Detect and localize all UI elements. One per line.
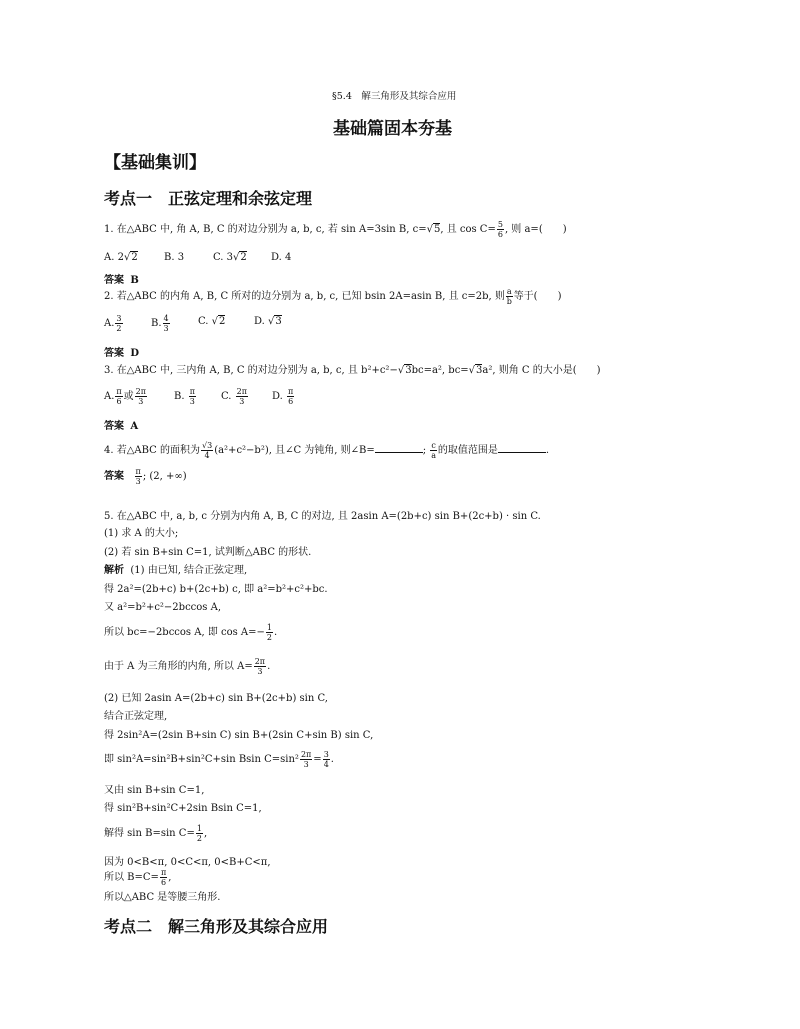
fill-blank-1 <box>375 452 423 453</box>
question-3-option-a: A. $\frac{\pi}{6}$ 或 $\frac{2\pi}{3}$ <box>104 387 147 406</box>
question-2-option-d: D. √3 <box>254 316 282 327</box>
question-3-answer: 答案 A <box>104 421 139 432</box>
question-1-option-d: D. 4 <box>271 252 292 263</box>
question-1-stem: 1. 在△ABC 中, 角 A, B, C 的对边分别为 a, b, c, 若 sin A=3sin B, c=√5, 且 cos C= $\frac{5}{6}$ , 则 a=( ) <box>104 220 567 239</box>
solution-line: 得 sin²B+sin²C+2sin Bsin C=1, <box>104 803 262 814</box>
question-3-option-c: C. $\frac{2\pi}{3}$ <box>221 387 248 406</box>
fraction: $\frac{a}{b}$ <box>506 287 512 306</box>
solution-line: 又 a²=b²+c²−2bccos A, <box>104 602 222 613</box>
question-3-stem: 3. 在△ABC 中, 三内角 A, B, C 的对边分别为 a, b, c, 且 b²+c²−√3bc=a², bc=√3a², 则角 C 的大小是( ) <box>104 365 601 376</box>
question-3-option-d: D. $\frac{\pi}{6}$ <box>272 387 294 406</box>
main-title: 基础篇固本夯基 <box>333 119 452 139</box>
question-2-stem: 2. 若△ABC 的内角 A, B, C 所对的边分别为 a, b, c, 已知 bsin 2A=asin B, 且 c=2b, 则 $\frac{a}{b}$ 等于( ) <box>104 287 562 306</box>
solution-line: 解得 sin B=sin C= $\frac{1}{2}$ , <box>104 824 208 843</box>
solution-line: 即 sin²A=sin²B+sin²C+sin Bsin C=sin² $\frac{2\pi}{3}$ = $\frac{3}{4}$ . <box>104 750 334 769</box>
solution-line: 所以△ABC 是等腰三角形. <box>104 892 221 903</box>
solution-line: 得 2a²=(2b+c) b+(2c+b) c, 即 a²=b²+c²+bc. <box>104 584 328 595</box>
solution-line: 又由 sin B+sin C=1, <box>104 785 205 796</box>
question-2-answer: 答案 D <box>104 348 140 359</box>
question-2-option-b: B. $\frac{4}{3}$ <box>151 314 169 333</box>
solution-line: 所以 B=C= $\frac{\pi}{6}$ , <box>104 868 172 887</box>
question-4-answer: 答案 $\frac{\pi}{3}$ ; (2, +∞) <box>104 467 187 486</box>
fraction: $\frac{5}{6}$ <box>497 220 503 239</box>
chapter-header: §5.4 解三角形及其综合应用 <box>332 91 457 102</box>
question-1-option-a: A. 2√2 <box>104 252 138 263</box>
fill-blank-2 <box>498 452 546 453</box>
question-4-stem: 4. 若△ABC 的面积为 $\frac{√3}{4}$ (a²+c²−b²), 且∠C 为钝角, 则∠B= ; $\frac{c}{a}$ 的取值范围是 . <box>104 441 550 460</box>
solution-line: (2) 已知 2asin A=(2b+c) sin B+(2c+b) sin C, <box>104 693 328 704</box>
section-bracket-title: 【基础集训】 <box>104 153 206 173</box>
solution-line: 得 2sin²A=(2sin B+sin C) sin B+(2sin C+sin B) sin C, <box>104 730 374 741</box>
question-1-option-c: C. 3√2 <box>213 252 247 263</box>
question-1-option-b: B. 3 <box>164 252 185 263</box>
question-2-option-a: A. $\frac{3}{2}$ <box>104 314 122 333</box>
solution-line: 结合正弦定理, <box>104 711 168 722</box>
question-5-stem: 5. 在△ABC 中, a, b, c 分别为内角 A, B, C 的对边, 且 2asin A=(2b+c) sin B+(2c+b) · sin C. <box>104 511 541 522</box>
kaodian-2-heading: 考点二 解三角形及其综合应用 <box>104 917 329 936</box>
question-5-part-2: (2) 若 sin B+sin C=1, 试判断△ABC 的形状. <box>104 547 312 558</box>
solution-line: 由于 A 为三角形的内角, 所以 A= $\frac{2\pi}{3}$ . <box>104 657 271 676</box>
question-2-option-c: C. √2 <box>198 316 226 327</box>
question-3-option-b: B. $\frac{\pi}{3}$ <box>174 387 195 406</box>
solution-line: 解析 (1) 由已知, 结合正弦定理, <box>104 565 248 576</box>
kaodian-1-heading: 考点一 正弦定理和余弦定理 <box>104 189 313 208</box>
solution-line: 因为 0<B<π, 0<C<π, 0<B+C<π, <box>104 857 271 868</box>
question-1-answer: 答案 B <box>104 275 139 286</box>
solution-line: 所以 bc=−2bccos A, 即 cos A=− $\frac{1}{2}$ . <box>104 623 278 642</box>
question-5-part-1: (1) 求 A 的大小; <box>104 528 179 539</box>
